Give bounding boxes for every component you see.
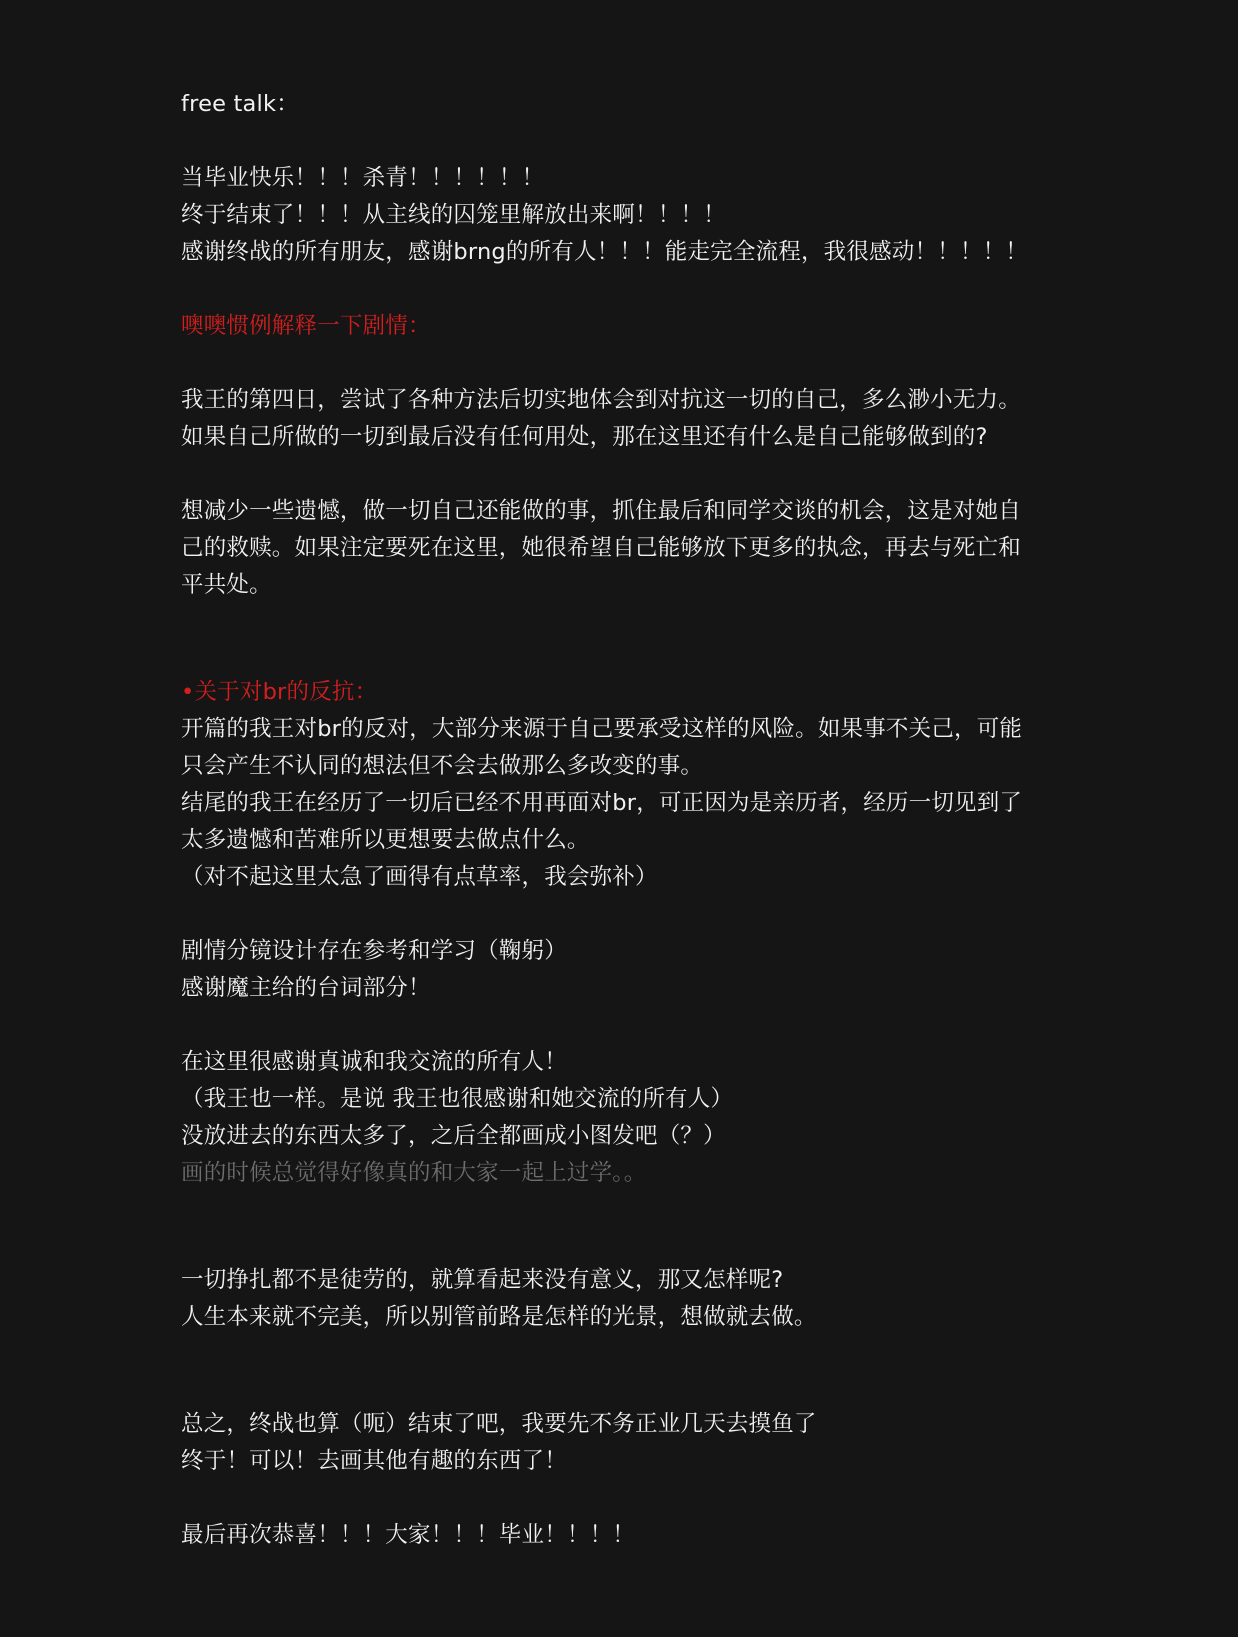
resist-line: （对不起这里太急了画得有点草率，我会弥补） xyxy=(181,864,658,890)
thanks-line: 没放进去的东西太多了，之后全都画成小图发吧（？） xyxy=(181,1123,726,1149)
spacer xyxy=(181,123,1121,160)
spacer xyxy=(181,1192,1121,1262)
heading-free-talk: free talk： xyxy=(181,91,299,117)
credit-line: 感谢魔主给的台词部分！ xyxy=(181,975,431,1001)
plot-line: 想减少一些遗憾，做一切自己还能做的事，抓住最后和同学交谈的机会，这是对她自 xyxy=(181,498,1021,524)
reflection-line: 一切挣扎都不是徒劳的，就算看起来没有意义，那又怎样呢? xyxy=(181,1267,784,1293)
plot-line: 我王的第四日，尝试了各种方法后切实地体会到对抗这一切的自己，多么渺小无力。 xyxy=(181,387,1021,413)
spacer xyxy=(181,345,1121,382)
thanks-line: 在这里很感谢真诚和我交流的所有人！ xyxy=(181,1049,567,1075)
spacer xyxy=(181,456,1121,493)
intro-line: 终于结束了！！！从主线的囚笼里解放出来啊！！！！ xyxy=(181,202,726,228)
plot-line: 平共处。 xyxy=(181,572,272,598)
spacer xyxy=(181,271,1121,308)
spacer xyxy=(181,1480,1121,1517)
resist-line: 太多遗憾和苦难所以更想要去做点什么。 xyxy=(181,827,590,853)
faded-line: 画的时候总觉得好像真的和大家一起上过学。。 xyxy=(181,1160,647,1186)
final-line: 最后再次恭喜！！！大家！！！毕业！！！！ xyxy=(181,1522,636,1548)
plot-heading: 噢噢惯例解释一下剧情： xyxy=(181,313,431,339)
closing-line: 总之，终战也算（呃）结束了吧，我要先不务正业几天去摸鱼了 xyxy=(181,1411,817,1437)
spacer xyxy=(181,896,1121,933)
resist-line: 开篇的我王对br的反对，大部分来源于自己要承受这样的风险。如果事不关己，可能 xyxy=(181,716,1023,742)
closing-line: 终于！可以！去画其他有趣的东西了！ xyxy=(181,1448,567,1474)
spacer xyxy=(181,1336,1121,1406)
plot-line: 己的救赎。如果注定要死在这里，她很希望自己能够放下更多的执念，再去与死亡和 xyxy=(181,535,1021,561)
intro-line: 感谢终战的所有朋友，感谢brng的所有人！！！能走完全流程，我很感动！！！！！ xyxy=(181,239,1028,265)
free-talk-text xyxy=(181,86,1121,1554)
reflection-line: 人生本来就不完美，所以别管前路是怎样的光景，想做就去做。 xyxy=(181,1304,817,1330)
spacer xyxy=(181,604,1121,674)
resist-line: 只会产生不认同的想法但不会去做那么多改变的事。 xyxy=(181,753,704,779)
resist-heading: •关于对br的反抗： xyxy=(181,679,378,705)
plot-line: 如果自己所做的一切到最后没有任何用处，那在这里还有什么是自己能够做到的? xyxy=(181,424,988,450)
spacer xyxy=(181,1007,1121,1044)
credit-line: 剧情分镜设计存在参考和学习（鞠躬） xyxy=(181,938,567,964)
intro-line: 当毕业快乐！！！杀青！！！！！！ xyxy=(181,165,545,191)
resist-line: 结尾的我王在经历了一切后已经不用再面对br，可正因为是亲历者，经历一切见到了 xyxy=(181,790,1023,816)
thanks-line: （我王也一样。是说 我王也很感谢和她交流的所有人） xyxy=(181,1086,734,1112)
